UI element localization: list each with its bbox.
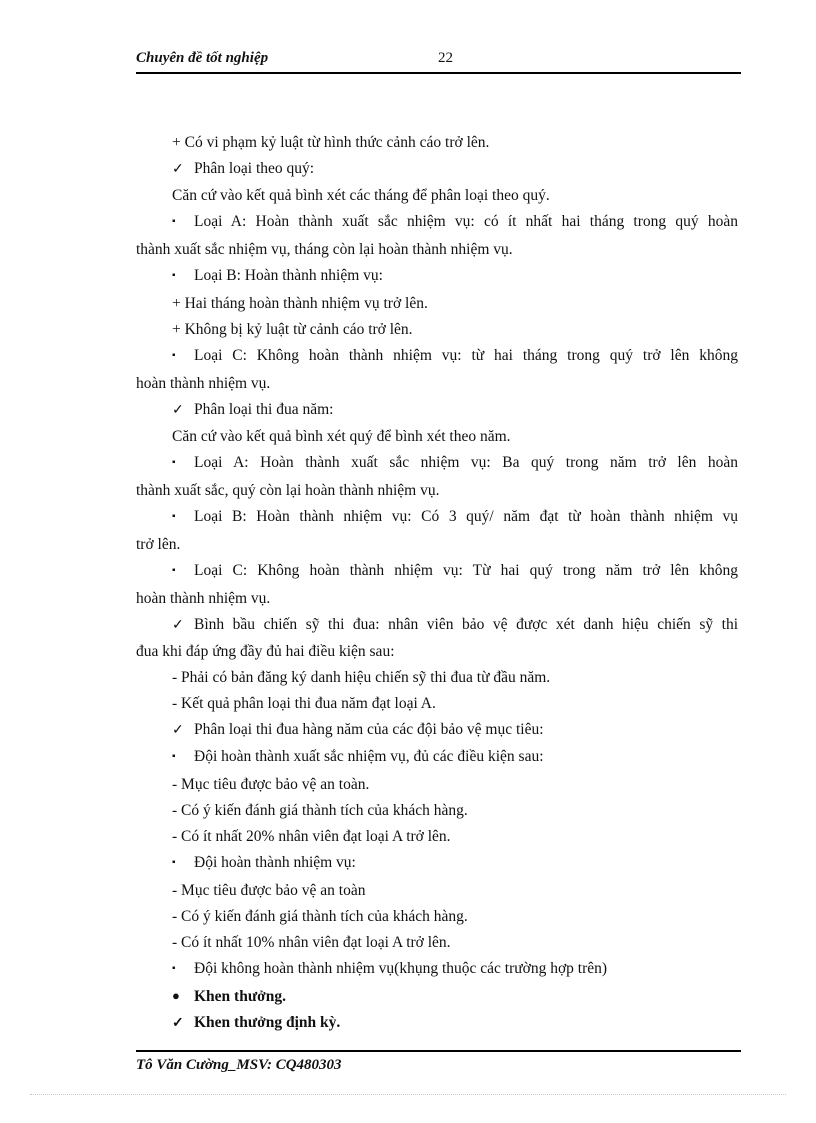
- square-bullet-icon: ▪: [172, 350, 176, 361]
- paragraph: - Mục tiêu được bảo vệ an toàn: [172, 882, 366, 899]
- square-bullet-icon: ▪: [172, 751, 176, 762]
- list-item: ✓ Phân loại thi đua năm:: [136, 397, 738, 424]
- list-item: ✓ Phân loại thi đua hàng năm của các đội bảo vệ mục tiêu:: [136, 717, 738, 744]
- paragraph: + Hai tháng hoàn thành nhiệm vụ trở lên.: [172, 295, 428, 312]
- square-bullet-icon: ▪: [172, 457, 176, 468]
- page-bottom-rule: [30, 1094, 786, 1095]
- paragraph: Căn cứ vào kết quả bình xét các tháng để phân loại theo quý.: [172, 187, 550, 204]
- paragraph: + Có vi phạm kỷ luật từ hình thức cảnh cáo trở lên.: [172, 134, 490, 151]
- list-item: ▪ Loại C: Không hoàn thành nhiệm vụ: từ hai tháng trong quý trở lên không: [136, 343, 738, 371]
- square-bullet-icon: ▪: [172, 511, 176, 522]
- square-bullet-icon: ▪: [172, 565, 176, 576]
- list-item: ▪ Loại A: Hoàn thành xuất sắc nhiệm vụ: Ba quý trong năm trở lên hoàn: [136, 450, 738, 478]
- paragraph: - Có ý kiến đánh giá thành tích của khách hàng.: [172, 908, 468, 925]
- square-bullet-icon: ▪: [172, 270, 176, 281]
- list-item: ▪ Loại C: Không hoàn thành nhiệm vụ: Từ hai quý trong năm trở lên không: [136, 558, 738, 586]
- paragraph-continuation: thành xuất sắc, quý còn lại hoàn thành nhiệm vụ.: [136, 482, 440, 499]
- document-title: Chuyên đề tốt nghiệp: [136, 50, 269, 66]
- checkmark-icon: ✓: [172, 403, 184, 418]
- square-bullet-icon: ▪: [172, 857, 176, 868]
- document-body: [136, 130, 738, 1037]
- list-item: ▪ Đội hoàn thành nhiệm vụ:: [136, 850, 738, 878]
- author-info: Tô Văn Cường_MSV: CQ480303: [136, 1057, 342, 1073]
- paragraph: + Không bị kỷ luật từ cảnh cáo trở lên.: [172, 321, 413, 338]
- paragraph-continuation: hoàn thành nhiệm vụ.: [136, 375, 271, 392]
- paragraph-continuation: đua khi đáp ứng đầy đủ hai điều kiện sau:: [136, 643, 395, 660]
- page-header: [136, 46, 741, 74]
- list-item: ✓ Phân loại theo quý:: [136, 156, 738, 183]
- paragraph-continuation: thành xuất sắc nhiệm vụ, tháng còn lại hoàn thành nhiệm vụ.: [136, 241, 513, 258]
- square-bullet-icon: ▪: [172, 963, 176, 974]
- section-heading: ● Khen thưởng.: [136, 984, 738, 1010]
- paragraph-continuation: hoàn thành nhiệm vụ.: [136, 590, 271, 607]
- page-footer: [136, 1050, 741, 1074]
- checkmark-icon: ✓: [172, 1016, 184, 1031]
- paragraph: - Có ít nhất 20% nhân viên đạt loại A trở lên.: [172, 828, 451, 845]
- checkmark-icon: ✓: [172, 618, 184, 633]
- list-item: ▪ Đội không hoàn thành nhiệm vụ(khụng thuộc các trường hợp trên): [136, 956, 738, 984]
- list-item: ▪ Loại B: Hoàn thành nhiệm vụ:: [136, 263, 738, 291]
- square-bullet-icon: ▪: [172, 216, 176, 227]
- paragraph-continuation: trở lên.: [136, 536, 181, 553]
- subsection-heading: ✓ Khen thưởng định kỳ.: [136, 1010, 738, 1037]
- paragraph: Căn cứ vào kết quả bình xét quý để bình xét theo năm.: [172, 428, 511, 445]
- paragraph: - Có ý kiến đánh giá thành tích của khách hàng.: [172, 802, 468, 819]
- paragraph: - Kết quả phân loại thi đua năm đạt loại A.: [172, 695, 436, 712]
- checkmark-icon: ✓: [172, 723, 184, 738]
- round-bullet-icon: ●: [172, 988, 180, 1003]
- paragraph: - Có ít nhất 10% nhân viên đạt loại A trở lên.: [172, 934, 451, 951]
- list-item: ▪ Đội hoàn thành xuất sắc nhiệm vụ, đủ các điều kiện sau:: [136, 744, 738, 772]
- checkmark-icon: ✓: [172, 162, 184, 177]
- page-number: 22: [438, 50, 453, 66]
- paragraph: - Phải có bản đăng ký danh hiệu chiến sỹ thi đua từ đầu năm.: [172, 669, 551, 686]
- list-item: ▪ Loại A: Hoàn thành xuất sắc nhiệm vụ: có ít nhất hai tháng trong quý hoàn: [136, 209, 738, 237]
- list-item: ▪ Loại B: Hoàn thành nhiệm vụ: Có 3 quý/ năm đạt từ hoàn thành nhiệm vụ: [136, 504, 738, 532]
- list-item: ✓ Bình bầu chiến sỹ thi đua: nhân viên bảo vệ được xét danh hiệu chiến sỹ thi: [136, 612, 738, 639]
- paragraph: - Mục tiêu được bảo vệ an toàn.: [172, 776, 370, 793]
